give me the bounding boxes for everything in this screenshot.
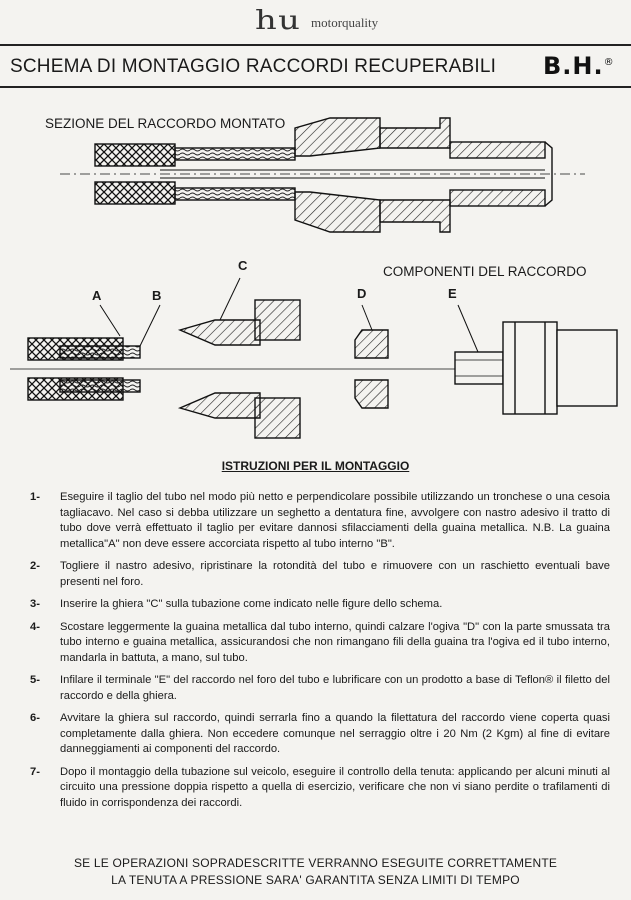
step-text: Eseguire il taglio del tubo nel modo più netto e perpendicolare possibile utilizzando un tronchese o una cesoia tagliacavo. Nel caso si debba utilizzare un seghetto a dentatura fine, avvolgere con nastro adesivo il tratto di tubo dove verrà effettuato il taglio per evitare dannosi sfilacciamenti della guaina metallica. N.B. La guaina metallica"A" non deve essere accorciata rispetto al tubo interno "B". xyxy=(60,491,610,550)
bh-mark-text: B.H. xyxy=(543,52,604,80)
hose-ab xyxy=(28,305,160,400)
instruction-step-7 xyxy=(30,765,610,812)
step-number: 2- xyxy=(30,560,40,572)
step-text: Dopo il montaggio della tubazione sul veicolo, eseguire il controllo della tenuta: applicando per alcuni minuti al circuito una pressione doppia rispetto a quella di esercizio, verificare che non vi siano perdite o trafilamenti di fluido in corrispondenza dei raccordi. xyxy=(60,765,610,809)
step-text: Infilare il terminale "E" del raccordo nel foro del tubo e lubrificare con un prodotto a base di Teflon® il filetto del raccordo e della ghiera. xyxy=(60,674,610,702)
step-number: 1- xyxy=(30,491,40,503)
instruction-step-1 xyxy=(30,490,610,552)
step-number: 4- xyxy=(30,620,40,633)
part-label-e: E xyxy=(448,286,457,301)
instruction-step-5 xyxy=(30,673,610,704)
part-label-c: C xyxy=(238,258,248,273)
step-text: Scostare leggermente la guaina metallica dal tubo interno, quindi calzare l'ogiva "D" con la parte smussata tra tubo interno e guaina metallica, assicurandosi che non rimangano fili della guaina tra l'ogiva ed il tubo interno, mandarla in battuta, a mano, sul tubo. xyxy=(60,620,610,664)
brand-logo: hu xyxy=(255,6,302,36)
document-title: SCHEMA DI MONTAGGIO RACCORDI RECUPERABILI xyxy=(10,56,497,77)
section-label: SEZIONE DEL RACCORDO MONTATO xyxy=(45,116,286,131)
step-number: 7- xyxy=(30,765,40,778)
nut-c xyxy=(180,278,300,438)
instruction-step-3 xyxy=(30,597,610,613)
step-number: 5- xyxy=(30,674,40,686)
step-number: 6- xyxy=(30,712,40,724)
assembled-section xyxy=(60,118,585,232)
step-number: 3- xyxy=(30,598,40,610)
instruction-step-4 xyxy=(30,620,610,667)
footer-line-1: SE LE OPERAZIONI SOPRADESCRITTE VERRANNO ESEGUITE CORRETTAMENTE xyxy=(73,856,558,870)
footer-line-2: LA TENUTA A PRESSIONE SARA' GARANTITA SENZA LIMITI DI TEMPO xyxy=(111,873,520,887)
step-text: Inserire la ghiera "C" sulla tubazione come indicato nelle figure dello schema. xyxy=(60,598,443,610)
part-label-d: D xyxy=(357,286,367,301)
part-label-a: A xyxy=(92,288,102,303)
part-label-b: B xyxy=(152,288,162,303)
instructions-title-text: ISTRUZIONI PER IL MONTAGGIO xyxy=(221,459,410,473)
ogive-d xyxy=(355,305,388,408)
instruction-step-6 xyxy=(30,711,610,758)
footer-note xyxy=(0,855,631,889)
fitting-e xyxy=(455,305,617,414)
components xyxy=(10,278,617,438)
brand-name: motorquality xyxy=(311,15,379,30)
instructions-title xyxy=(0,459,631,473)
step-text: Avvitare la ghiera sul raccordo, quindi serrarla fino a quando la filettatura del raccordo viene coperta quasi completamente dalla ghiera. Non eccedere comunque nel serraggio oltre i 20 Nm (2 Kgm) al fine di evitare danneggiamenti ai componenti del raccordo. xyxy=(60,712,610,755)
components-label: COMPONENTI DEL RACCORDO xyxy=(383,264,587,279)
step-text: Togliere il nastro adesivo, ripristinare la rotondità del tubo e rimuovere con un raschietto eventuali bave presenti nel foro. xyxy=(60,560,610,588)
instruction-list xyxy=(30,490,610,818)
registered-symbol: ® xyxy=(603,57,615,68)
instruction-step-2 xyxy=(30,559,610,590)
